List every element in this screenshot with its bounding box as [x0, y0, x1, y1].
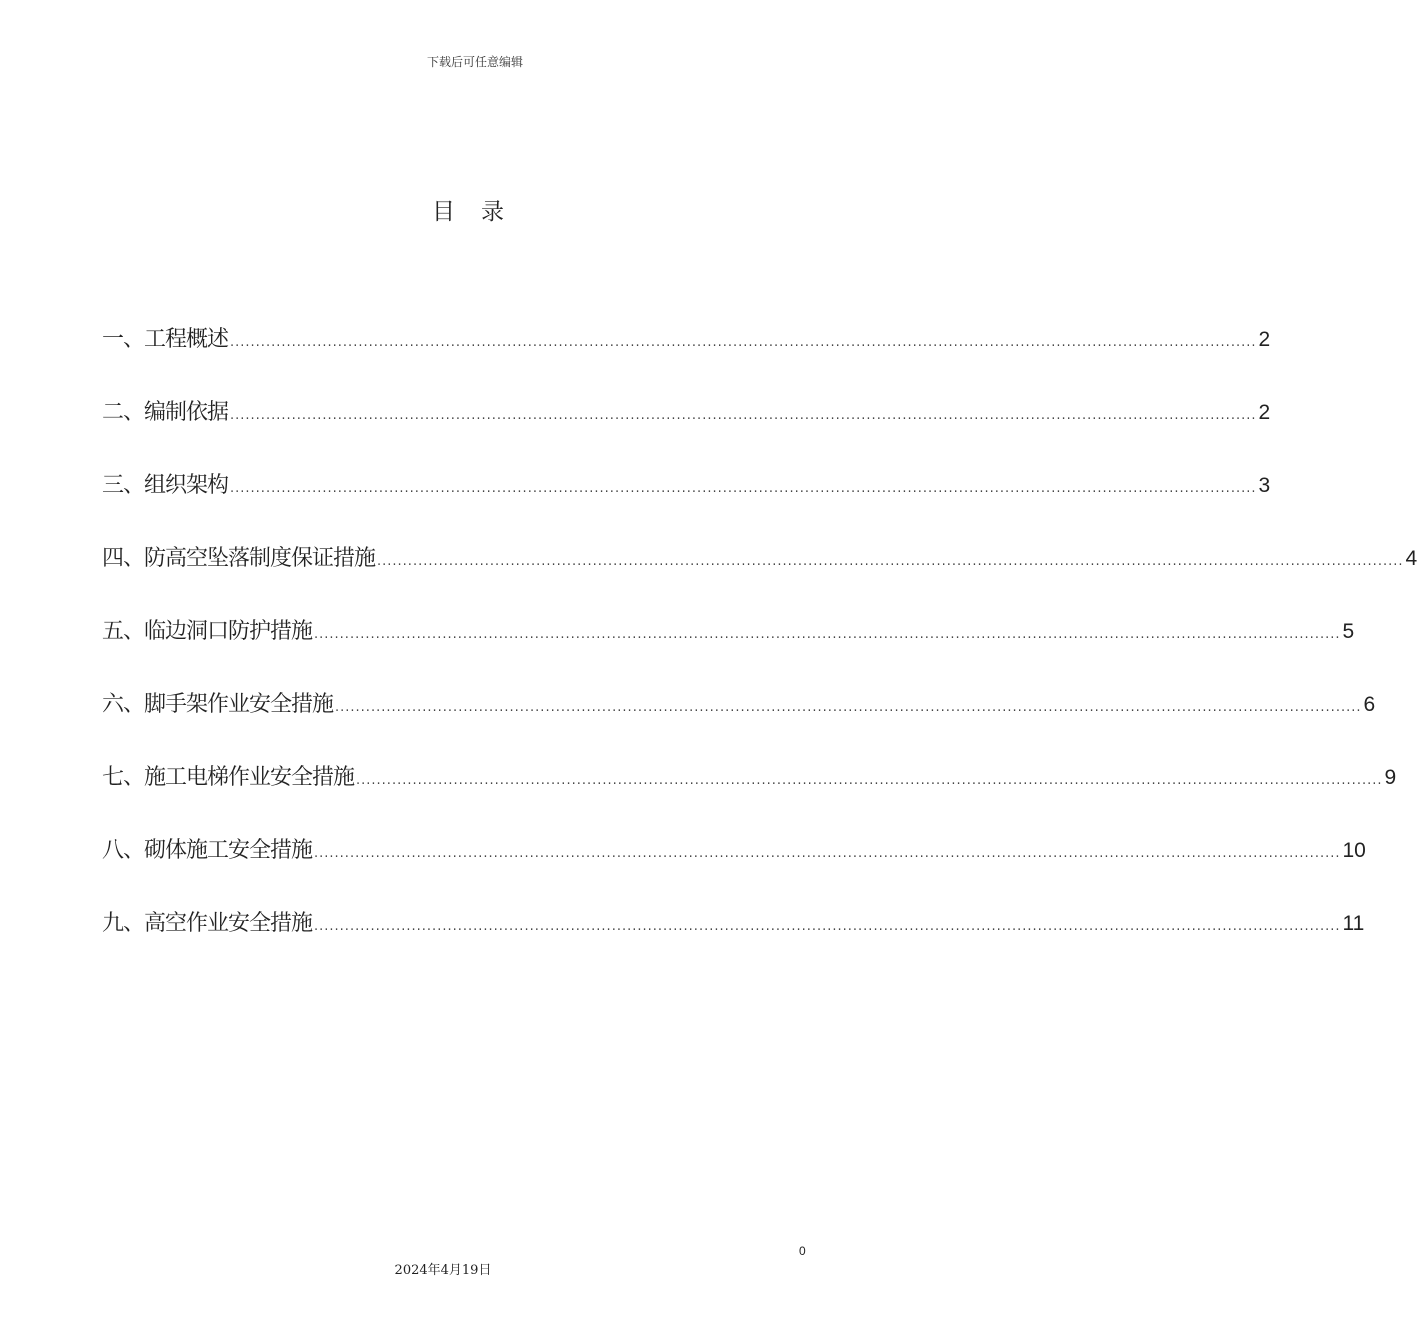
toc-entry[interactable]: [102, 833, 1366, 906]
toc-entry-label: 四、防高空坠落制度保证措施: [102, 546, 376, 571]
toc-entry-page: 10: [1342, 839, 1366, 862]
toc-entry[interactable]: [102, 906, 1365, 979]
toc-entry-page: 2: [1258, 401, 1271, 424]
toc-entry-page: 9: [1384, 766, 1397, 789]
toc-leader-dots: ........................................................................................................................................................................................................: [314, 627, 1341, 642]
toc-entry[interactable]: [102, 468, 1271, 541]
toc-entry-page: 3: [1258, 474, 1271, 497]
toc-entry[interactable]: [102, 614, 1355, 687]
toc-leader-dots: ........................................................................................................................................................................................................: [356, 773, 1383, 788]
toc-entry-label: 八、砌体施工安全措施: [102, 838, 313, 863]
header-note: 下载后可任意编辑: [426, 55, 523, 69]
footer-date: 2024年4月19日: [394, 1263, 492, 1278]
toc-entry-label: 九、高空作业安全措施: [102, 911, 313, 936]
toc-leader-dots: ........................................................................................................................................................................................................: [230, 481, 1257, 496]
toc-entry-page: 5: [1342, 620, 1355, 643]
toc-leader-dots: ........................................................................................................................................................................................................: [230, 408, 1257, 423]
toc-entry-page: 2: [1258, 328, 1271, 351]
toc-entry-page: 4: [1405, 547, 1417, 570]
toc-entry-page: 11: [1342, 912, 1365, 935]
toc-entry-label: 二、编制依据: [102, 400, 229, 425]
toc-entry-label: 六、脚手架作业安全措施: [102, 692, 334, 717]
toc-entry-label: 七、施工电梯作业安全措施: [102, 765, 355, 790]
toc-entry-label: 一、工程概述: [102, 327, 229, 352]
toc-leader-dots: ........................................................................................................................................................................................................: [335, 700, 1362, 715]
toc-leader-dots: ........................................................................................................................................................................................................: [314, 919, 1341, 934]
toc-leader-dots: ........................................................................................................................................................................................................: [230, 335, 1257, 350]
toc-entry-label: 五、临边洞口防护措施: [102, 619, 313, 644]
toc-title: 目录: [432, 199, 530, 225]
table-of-contents: [102, 322, 1417, 979]
toc-entry[interactable]: [102, 760, 1397, 833]
toc-entry[interactable]: [102, 541, 1417, 614]
toc-leader-dots: ........................................................................................................................................................................................................: [377, 554, 1404, 569]
toc-entry[interactable]: [102, 687, 1376, 760]
toc-entry-page: 6: [1363, 693, 1376, 716]
toc-entry-label: 三、组织架构: [102, 473, 229, 498]
toc-entry[interactable]: [102, 322, 1271, 395]
toc-leader-dots: ........................................................................................................................................................................................................: [314, 846, 1341, 861]
page-number: 0: [799, 1244, 806, 1258]
toc-entry[interactable]: [102, 395, 1271, 468]
